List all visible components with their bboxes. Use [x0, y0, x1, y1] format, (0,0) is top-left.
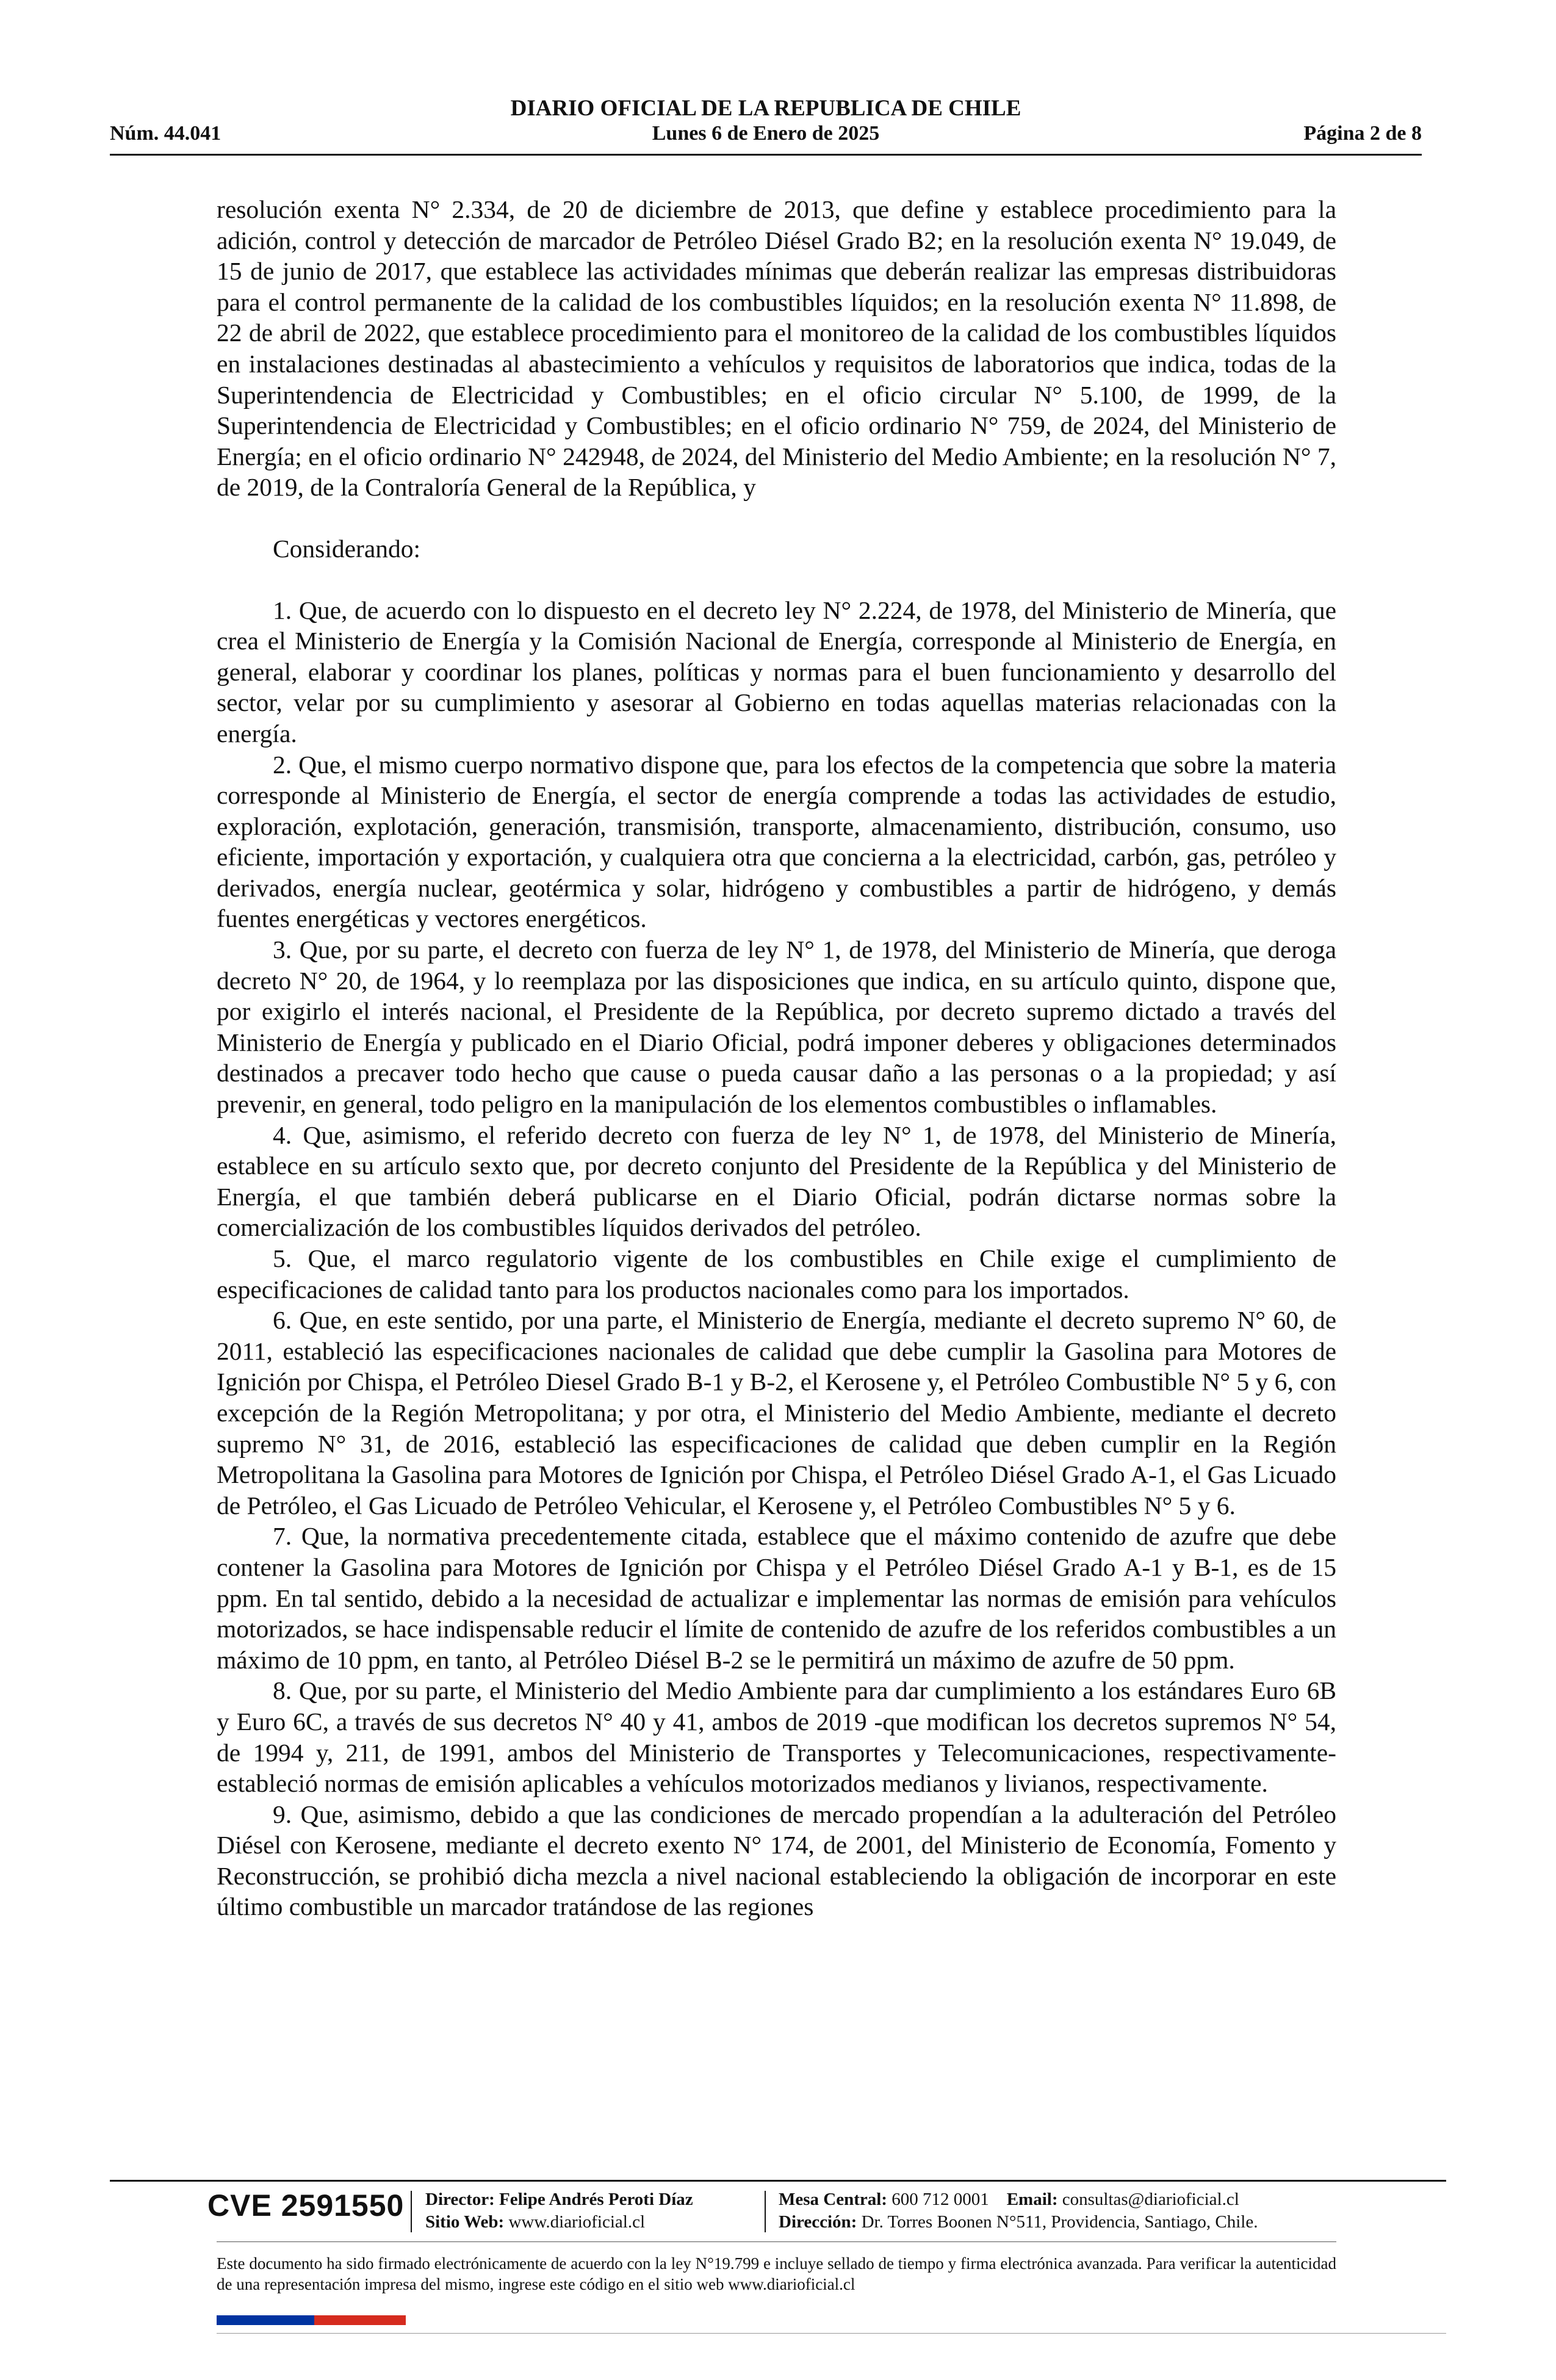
paragraph-4: 4. Que, asimismo, el referido decreto con fuerza de ley N° 1, de 1978, del Ministerio de Minería, establece en su artículo sexto que, por decreto conjunto del Presidente de la República y del Ministerio de Energía, el que también deberá publicarse en el Diario Oficial, podrán dictarse normas sobre la comercialización de los combustibles líquidos derivados del petróleo. [217, 1120, 1336, 1242]
footer-separator [765, 2191, 766, 2232]
issue-number: Núm. 44.041 [110, 122, 222, 145]
issue-date: Lunes 6 de Enero de 2025 [652, 122, 880, 145]
footer-thin-divider [217, 2241, 1336, 2242]
mesa-label: Mesa Central: [779, 2190, 887, 2209]
paragraph-9: 9. Que, asimismo, debido a que las condiciones de mercado propendían a la adulteración del Petróleo Diésel con Kerosene, mediante el decreto exento N° 174, de 2001, del Ministerio de Economía, Fomento y Reconstrucción, se prohibió dicha mezcla a nivel nacional estableciendo la obligación de incorporar en este último combustible un marcador tratándose de las regiones [217, 1800, 1336, 1921]
bottom-rule [217, 2333, 1446, 2334]
flag-stripe-red [314, 2315, 406, 2325]
email-label: Email: [1006, 2190, 1058, 2209]
footer-divider [110, 2180, 1446, 2182]
paragraph-1: 1. Que, de acuerdo con lo dispuesto en el decreto ley N° 2.224, de 1978, del Ministerio de Minería, que crea el Ministerio de Energía y la Comisión Nacional de Energía, corresponde al Ministerio de Energía, en general, elaborar y coordinar los planes, políticas y normas para el buen funcionamiento y desarrollo del sector, velar por su cumplimiento y asesorar al Gobierno en todas aquellas materias relacionadas con la energía. [217, 596, 1336, 748]
cve-code: CVE 2591550 [207, 2188, 405, 2223]
intro-paragraph: resolución exenta N° 2.334, de 20 de diciembre de 2013, que define y establece procedimiento para la adición, control y detección de marcador de Petróleo Diésel Grado B2; en la resolución exenta N° 19.049, de 15 de junio de 2017, que establece las actividades mínimas que deberán realizar las empresas distribuidoras para el control permanente de la calidad de los combustibles líquidos; en la resolución exenta N° 11.898, de 22 de abril de 2022, que establece procedimiento para el monitoreo de la calidad de los combustibles líquidos en instalaciones destinadas al abastecimiento a vehículos y requisitos de laboratorios que indica, todas de la Superintendencia de Electricidad y Combustibles; en el oficio circular N° 5.100, de 1999, de la Superintendencia de Electricidad y Combustibles; en el oficio ordinario N° 759, de 2024, del Ministerio de Energía; en el oficio ordinario N° 242948, de 2024, del Ministerio del Medio Ambiente; en la resolución N° 7, de 2019, de la Contraloría General de la República, y [217, 195, 1336, 502]
paragraph-3: 3. Que, por su parte, el decreto con fuerza de ley N° 1, de 1978, del Ministerio de Minería, que deroga decreto N° 20, de 1964, y lo reemplaza por las disposiciones que indica, en su artículo quinto, dispone que, por exigirlo el interés nacional, el Presidente de la República, por decreto supremo dictado a través del Ministerio de Energía y publicado en el Diario Oficial, podrá imponer deberes y obligaciones determinados destinados a precaver todo hecho que cause o pueda causar daño a las personas o a la propiedad; y así prevenir, en general, todo peligro en la manipulación de los elementos combustibles o inflamables. [217, 936, 1336, 1119]
director-name: Felipe Andrés Peroti Díaz [499, 2190, 693, 2209]
footer-contact-block [779, 2188, 1258, 2234]
page-header [110, 92, 1422, 153]
considerando-heading: Considerando: [273, 534, 421, 563]
mesa-phone: 600 712 0001 [891, 2190, 989, 2209]
paragraph-2: 2. Que, el mismo cuerpo normativo dispone que, para los efectos de la competencia que sobre la materia corresponde al Ministerio de Energía, el sector de energía comprende a todas las actividades de estudio, exploración, explotación, generación, transmisión, transporte, almacenamiento, distribución, consumo, uso eficiente, importación y exportación, y cualquiera otra que concierna a la electricidad, carbón, gas, petróleo y derivados, energía nuclear, geotérmica y solar, hidrógeno y combustibles a partir de hidrógeno, y demás fuentes energéticas y vectores energéticos. [217, 750, 1336, 933]
website-link[interactable]: www.diarioficial.cl [508, 2212, 646, 2232]
director-label: Director: [425, 2190, 495, 2209]
legal-notice: Este documento ha sido firmado electrónicamente de acuerdo con la ley N°19.799 e incluye sellado de tiempo y firma electrónica avanzada. Para verificar la autenticidad de una representación impresa del mismo, ingrese este código en el sitio web www.diarioficial.cl [217, 2254, 1336, 2293]
footer-separator [411, 2191, 412, 2232]
address-label: Dirección: [779, 2212, 857, 2232]
page-indicator: Página 2 de 8 [1303, 122, 1422, 145]
document-body [217, 194, 1336, 1922]
email-link[interactable]: consultas@diarioficial.cl [1062, 2190, 1239, 2209]
header-divider [110, 154, 1422, 156]
flag-stripe-blue [217, 2315, 314, 2325]
address-value: Dr. Torres Boonen N°511, Providencia, Santiago, Chile. [861, 2212, 1258, 2232]
publication-title: DIARIO OFICIAL DE LA REPUBLICA DE CHILE [510, 96, 1021, 121]
paragraph-8: 8. Que, por su parte, el Ministerio del Medio Ambiente para dar cumplimiento a los estándares Euro 6B y Euro 6C, a través de sus decretos N° 40 y 41, ambos de 2019 -que modifican los decretos supremos N° 54, de 1994 y, 211, de 1991, ambos del Ministerio de Transportes y Telecomunicaciones, respectivamente- estableció normas de emisión aplicables a vehículos motorizados medianos y livianos, respectivamente. [217, 1676, 1336, 1798]
web-label: Sitio Web: [425, 2212, 505, 2232]
footer-director-block [425, 2188, 693, 2234]
paragraph-5: 5. Que, el marco regulatorio vigente de los combustibles en Chile exige el cumplimiento de especificaciones de calidad tanto para los productos nacionales como para los importados. [217, 1244, 1336, 1304]
paragraph-6: 6. Que, en este sentido, por una parte, el Ministerio de Energía, mediante el decreto supremo N° 60, de 2011, estableció las especificaciones nacionales de calidad que debe cumplir la Gasolina para Motores de Ignición por Chispa, el Petróleo Diesel Grado B-1 y B-2, el Kerosene y, el Petróleo Combustible N° 5 y 6, con excepción de la Región Metropolitana; y por otra, el Ministerio del Medio Ambiente, mediante el decreto supremo N° 31, de 2016, estableció las especificaciones de calidad que deben cumplir en la Región Metropolitana la Gasolina para Motores de Ignición por Chispa, el Petróleo Diésel Grado A-1, el Gas Licuado de Petróleo, el Gas Licuado de Petróleo Vehicular, el Kerosene y, el Petróleo Combustibles N° 5 y 6. [217, 1306, 1336, 1520]
paragraph-7: 7. Que, la normativa precedentemente citada, establece que el máximo contenido de azufre que debe contener la Gasolina para Motores de Ignición por Chispa y el Petróleo Diésel Grado A-1 y B-1, es de 15 ppm. En tal sentido, debido a la necesidad de actualizar e implementar las normas de emisión para vehículos motorizados, se hace indispensable reducir el límite de contenido de azufre de los referidos combustibles a un máximo de 10 ppm, en tanto, al Petróleo Diésel B-2 se le permitirá un máximo de azufre de 50 ppm. [217, 1522, 1336, 1674]
